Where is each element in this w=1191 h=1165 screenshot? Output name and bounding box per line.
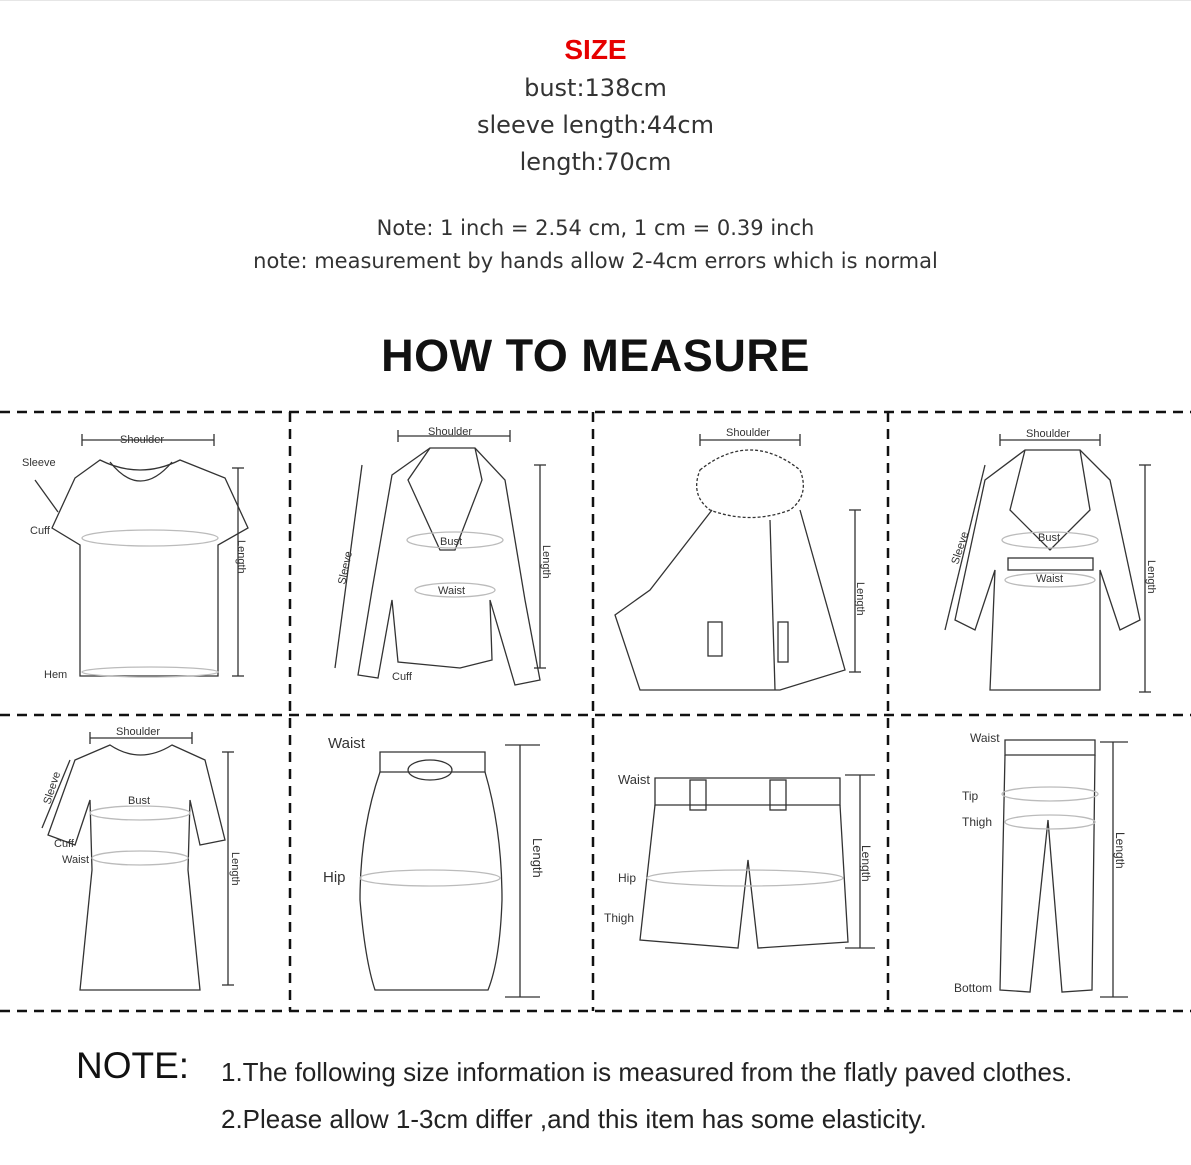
cape-length-label: Length (854, 582, 866, 616)
pants-waist-label: Waist (970, 731, 1000, 745)
tshirt-sleeve-label: Sleeve (22, 457, 56, 469)
pants-length-label: Length (1113, 832, 1127, 869)
coat-length-label: Length (1145, 560, 1157, 594)
skirt-length-label: Length (530, 838, 545, 878)
dress-cuff-label: Cuff (54, 838, 74, 850)
conversion-note: Note: 1 inch = 2.54 cm, 1 cm = 0.39 inch (376, 216, 815, 240)
skirt-hip-label: Hip (323, 869, 346, 886)
note-label: NOTE: (76, 1045, 190, 1086)
pants-tip-label: Tip (962, 789, 979, 803)
tshirt-shoulder-label: Shoulder (120, 434, 165, 446)
blazer-shoulder-label: Shoulder (428, 426, 473, 438)
dress-bust-label: Bust (128, 795, 151, 807)
blazer-diagram (335, 430, 546, 685)
tshirt-cuff-label: Cuff (30, 525, 50, 537)
cape-diagram (615, 434, 861, 690)
blazer-bust-label: Bust (440, 536, 463, 548)
coat-bust-label: Bust (1038, 532, 1061, 544)
how-to-measure-heading: HOW TO MEASURE (381, 330, 810, 381)
shorts-diagram (640, 775, 875, 948)
shorts-hip-label: Hip (618, 871, 637, 885)
coat-waist-label: Waist (1036, 573, 1064, 585)
blazer-length-label: Length (540, 545, 552, 579)
size-section (0, 30, 1191, 181)
note-item-1: 1.The following size information is measured from the flatly paved clothes. (221, 1057, 1073, 1087)
tshirt-hem-label: Hem (44, 669, 68, 681)
note-item-2: 2.Please allow 1-3cm differ ,and this item has some elasticity. (221, 1104, 927, 1134)
pants-bottom-label: Bottom (954, 981, 993, 995)
blazer-cuff-label: Cuff (392, 671, 412, 683)
size-sleeve-length: sleeve length:44cm (477, 111, 714, 139)
dress-sleeve-label: Sleeve (41, 770, 64, 806)
measurement-notes (0, 212, 1191, 278)
size-title: SIZE (564, 34, 627, 65)
blazer-waist-label: Waist (438, 585, 466, 597)
dress-shoulder-label: Shoulder (116, 726, 161, 738)
shorts-thigh-label: Thigh (604, 911, 635, 925)
shorts-length-label: Length (859, 845, 873, 882)
pants-thigh-label: Thigh (962, 815, 993, 829)
coat-diagram (945, 434, 1151, 692)
error-note: note: measurement by hands allow 2-4cm errors which is normal (253, 249, 938, 273)
shorts-waist-label: Waist (618, 772, 651, 787)
dress-waist-label: Waist (62, 854, 90, 866)
pants-diagram (1000, 740, 1128, 997)
measurement-guide-grid (0, 400, 1191, 1020)
dress-length-label: Length (229, 852, 241, 886)
size-bust: bust:138cm (524, 74, 667, 102)
blazer-sleeve-label: Sleeve (336, 550, 355, 586)
tshirt-diagram (35, 434, 248, 677)
top-divider (0, 0, 1191, 1)
size-length: length:70cm (519, 148, 672, 176)
skirt-diagram (360, 745, 540, 997)
tshirt-length-label: Length (235, 540, 247, 574)
coat-shoulder-label: Shoulder (1026, 428, 1071, 440)
coat-sleeve-label: Sleeve (949, 530, 972, 566)
skirt-waist-label: Waist (328, 735, 365, 752)
cape-shoulder-label: Shoulder (726, 427, 771, 439)
